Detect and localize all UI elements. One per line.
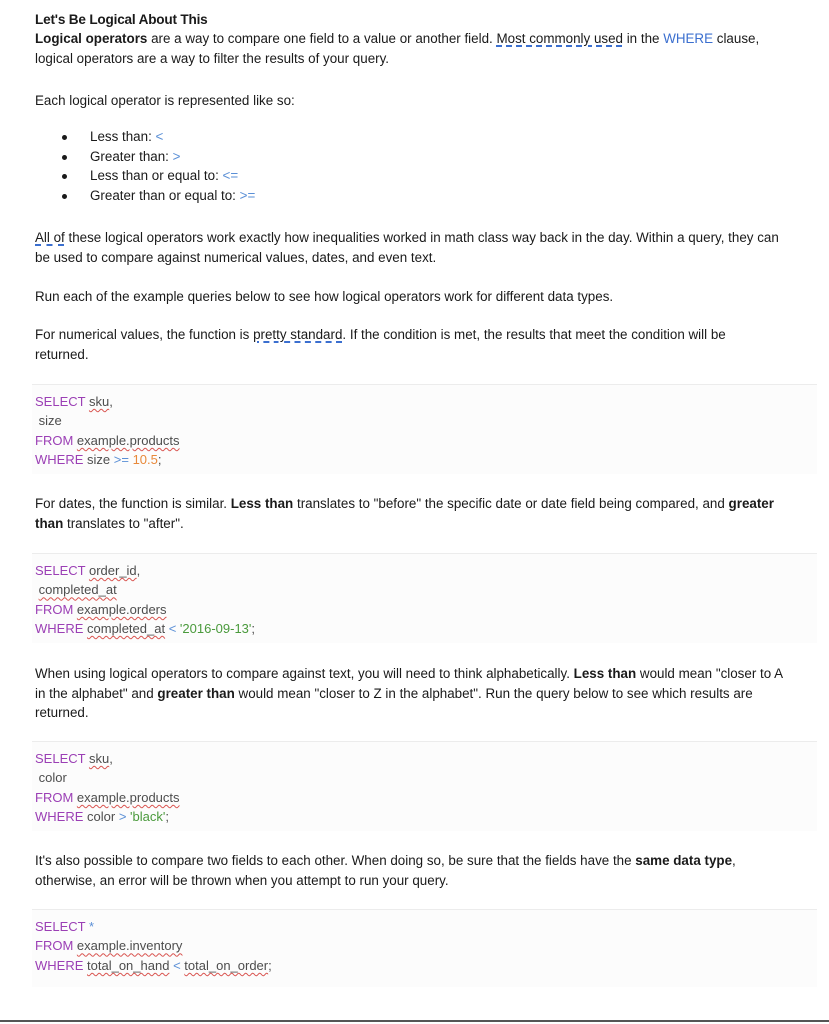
code-line (35, 936, 817, 955)
text-span: < (173, 957, 181, 973)
code-line (35, 561, 817, 580)
text-span: , (136, 563, 141, 578)
bullet-icon (62, 155, 67, 160)
text-span: in the (622, 31, 664, 46)
grammar-flag[interactable]: All of (35, 230, 65, 245)
code-line (35, 749, 817, 768)
text-span: < (155, 129, 164, 144)
where-keyword: WHERE (663, 31, 714, 46)
text-paragraph (35, 664, 810, 723)
text-span: WHERE (35, 809, 84, 825)
text-span: SELECT (35, 563, 86, 578)
bullet-icon (62, 135, 67, 140)
inequalities-paragraph (35, 228, 810, 267)
intro-bold: Logical operators (35, 31, 148, 46)
text-span: example.orders (76, 601, 167, 617)
text-span: total_on_order (184, 957, 269, 973)
fields-paragraph (35, 851, 810, 890)
text-span: color (87, 809, 116, 825)
numerical-paragraph (35, 325, 810, 364)
code-line (35, 917, 817, 936)
run-each-text: Run each of the example queries below to see how logical operators work for different data types. (35, 289, 614, 304)
text-span: ; (251, 621, 256, 637)
list-item (35, 166, 255, 186)
text-span: For numerical values, the function is (35, 327, 254, 342)
text-span: SELECT (35, 751, 86, 766)
text-span: < (168, 621, 177, 637)
text-span: completed_at (87, 621, 166, 637)
code-line (35, 580, 817, 599)
code-line (35, 807, 817, 826)
code-line: size (35, 413, 62, 429)
text-span: WHERE (35, 621, 84, 637)
text-span: in the alphabet" and (35, 685, 158, 701)
text-span: Less than (230, 496, 294, 511)
bullet-icon (62, 174, 67, 179)
grammar-flag[interactable]: pretty standard (253, 327, 343, 342)
text-span: example.inventory (76, 938, 183, 954)
text-span: ; (165, 809, 169, 825)
code-block-numerical[interactable] (32, 384, 817, 474)
list-item (35, 127, 255, 147)
code-line (35, 619, 817, 638)
text-span: FROM (35, 789, 74, 805)
code-line: color (35, 770, 67, 786)
text-span: Greater than: (90, 148, 173, 164)
text-span: Greater than or equal to: (90, 187, 240, 203)
text-span: > (118, 809, 127, 825)
text-span: would mean "closer to Z in the alphabet". Run the query below to see which results are (234, 685, 753, 701)
text-span: be used to compare against numerical values, dates, and even text. (35, 249, 437, 265)
represented-text: Each logical operator is represented like so: (35, 93, 295, 108)
text-span: these logical operators work exactly how inequalities worked in math class way back in the day. Within a query, they can (64, 230, 779, 245)
text-span: translates to "after". (63, 515, 184, 531)
text-span: returned. (35, 346, 89, 362)
text-span: It's also possible to compare two fields to each other. When doing so, be sure that the fields have the (35, 853, 636, 868)
text-span: <= (222, 168, 239, 183)
code-block-text[interactable] (32, 741, 817, 831)
text-span: would mean "closer to A (636, 666, 784, 681)
text-span: sku (88, 394, 110, 409)
list-item (35, 147, 255, 167)
text-span: > (172, 148, 181, 164)
text-span: clause, (713, 31, 760, 46)
text-span: otherwise, an error will be thrown when you attempt to run your query. (35, 872, 449, 888)
operator-list (35, 127, 255, 205)
text-span: greater than (157, 685, 235, 701)
text-span: Less than (573, 666, 637, 681)
grammar-flag[interactable]: Most commonly used (496, 31, 623, 46)
text-span: '2016-09-13' (179, 621, 252, 637)
text-span: same data type (635, 853, 733, 868)
code-block-dates[interactable] (32, 553, 817, 643)
text-span: 10.5 (132, 452, 158, 468)
text-span: completed_at (38, 582, 117, 598)
code-line (35, 450, 817, 469)
code-line (35, 956, 817, 975)
text-span: When using logical operators to compare against text, you will need to think alphabetically. (35, 666, 574, 681)
text-span: FROM (35, 601, 74, 617)
text-span: >= (239, 187, 256, 203)
text-span: >= (113, 452, 129, 468)
page-title: Let's Be Logical About This (35, 12, 208, 27)
code-line (35, 788, 817, 807)
dates-paragraph (35, 494, 810, 533)
text-span: FROM (35, 432, 74, 448)
text-span: example.products (76, 432, 180, 448)
text-span: example.products (76, 789, 180, 805)
code-line (35, 392, 817, 411)
text-span: , (109, 394, 113, 409)
text-span: are a way to compare one field to a value or another field. (147, 31, 497, 46)
text-span: order_id (88, 563, 137, 578)
text-span: 'black' (130, 809, 166, 825)
text-span: translates to "before" the specific date or date field being compared, and (293, 496, 729, 511)
text-span: size (87, 452, 111, 468)
code-block-fields[interactable] (32, 909, 817, 987)
text-span: WHERE (35, 452, 84, 468)
code-line (35, 431, 817, 450)
text-span: sku (88, 751, 110, 766)
text-span: ; (268, 957, 272, 973)
text-span: returned. (35, 705, 89, 720)
text-span: ; (157, 452, 162, 468)
text-span: total_on_hand (87, 957, 170, 973)
text-span: logical operators are a way to filter the results of your query. (35, 50, 390, 66)
bullet-icon (62, 194, 67, 199)
text-span: , (732, 853, 736, 868)
intro-paragraph (35, 29, 810, 68)
text-span: than (35, 515, 64, 531)
text-span: , (109, 751, 113, 766)
bottom-divider (0, 1020, 829, 1022)
text-span: * (88, 919, 95, 934)
list-item (35, 186, 255, 206)
text-span: SELECT (35, 919, 86, 934)
text-span: For dates, the function is similar. (35, 496, 231, 511)
text-span: . If the condition is met, the results that meet the condition will be (342, 327, 726, 342)
text-span: SELECT (35, 394, 86, 409)
text-span: greater (728, 496, 774, 511)
text-span: FROM (35, 938, 74, 954)
text-span: Less than or equal to: (90, 168, 223, 183)
text-span: Less than: (90, 129, 156, 144)
code-line (35, 600, 817, 619)
text-span: WHERE (35, 957, 84, 973)
